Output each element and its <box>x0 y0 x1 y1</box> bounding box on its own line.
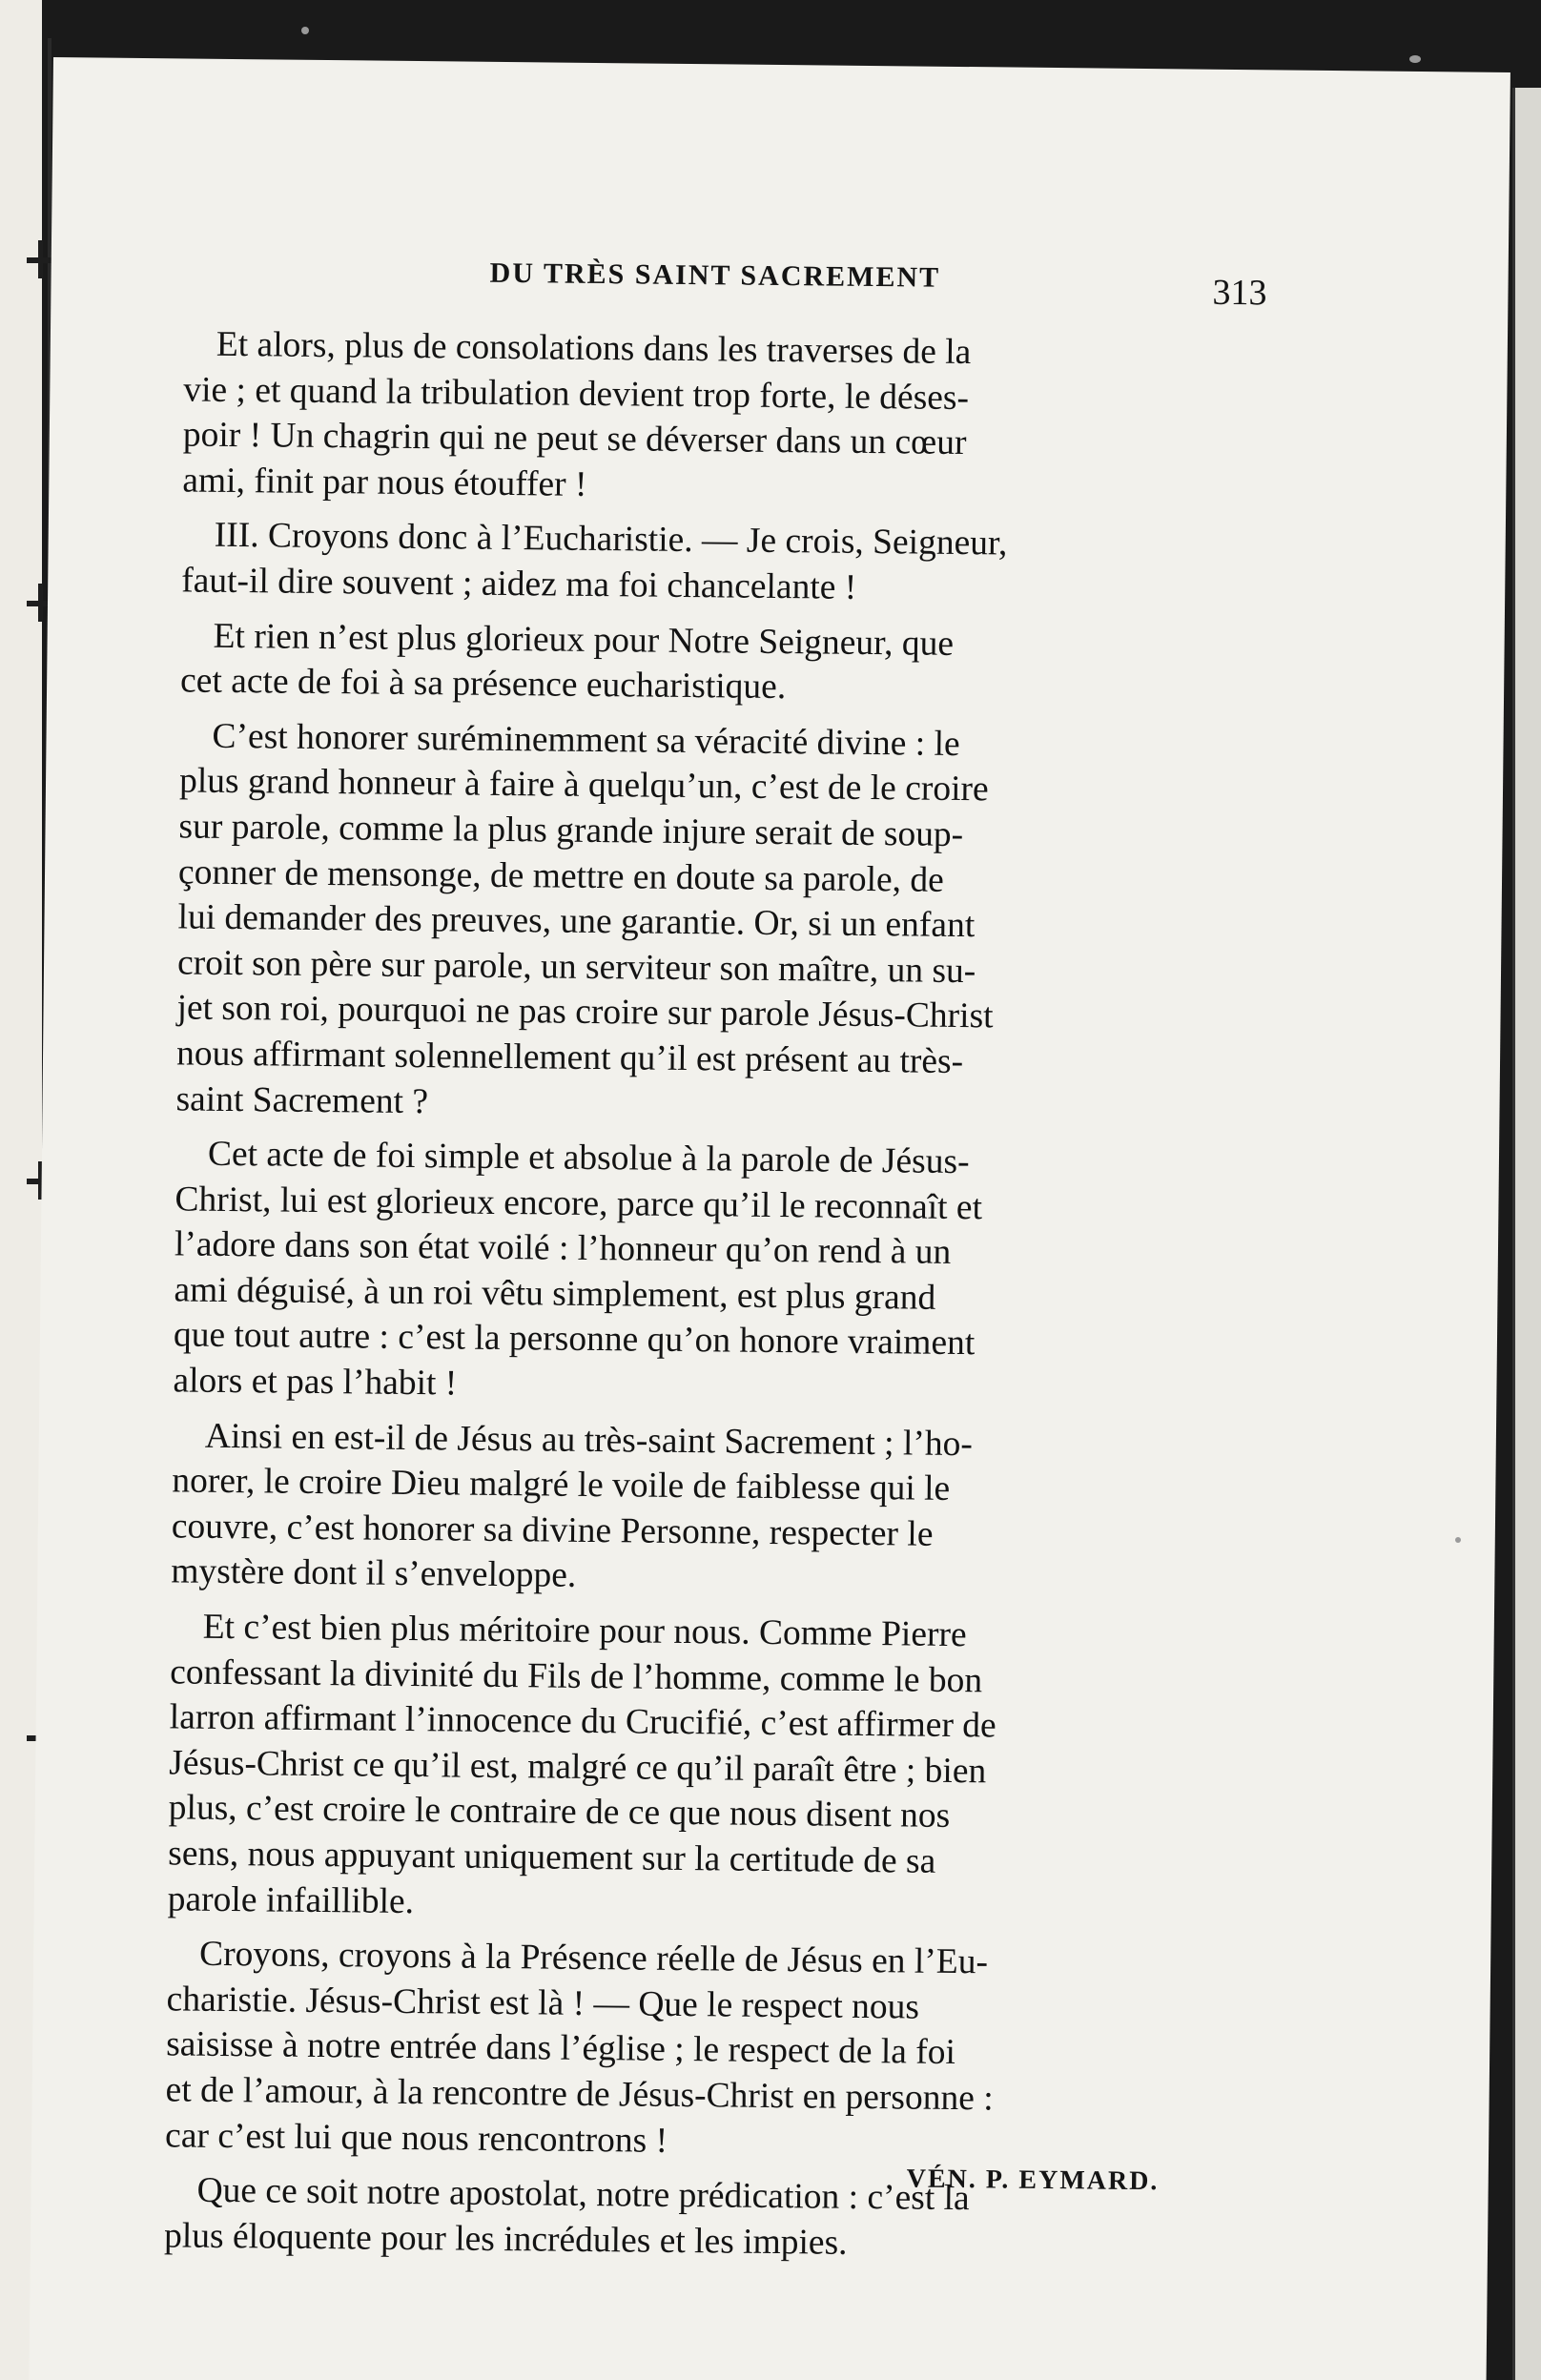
text-line: saisisse à notre entrée dans l’église ; le respect de la foi <box>165 2024 956 2073</box>
paragraph <box>173 1131 1329 1415</box>
text-line: et de l’amour, à la rencontre de Jésus-Christ en personne : <box>165 2070 994 2119</box>
text-line: confessant la divinité du Fils de l’homme, comme le bon <box>170 1652 983 1700</box>
body-text <box>164 321 1338 2270</box>
author-signature: VÉN. P. EYMARD. <box>906 2164 1160 2197</box>
text-line: ami déguisé, à un roi vêtu simplement, est plus grand <box>174 1270 936 1318</box>
text-line: C’est honorer suréminemment sa véracité divine : le <box>212 716 960 764</box>
dust-speck <box>301 27 309 34</box>
text-line: que tout autre : c’est la personne qu’on honore vraiment <box>173 1315 976 1364</box>
text-line: car c’est lui que nous rencontrons ! <box>164 2115 668 2161</box>
text-line: Que ce soit notre apostolat, notre prédication : c’est la <box>196 2170 970 2219</box>
text-line: Jésus-Christ ce qu’il est, malgré ce qu’il paraît être ; bien <box>169 1743 987 1792</box>
paragraph <box>175 713 1333 1134</box>
text-line: plus éloquente pour les incrédules et les impies. <box>163 2216 848 2263</box>
text-line: III. Croyons donc à l’Eucharistie. — Je crois, Seigneur, <box>214 516 1008 564</box>
text-line: sur parole, comme la plus grande injure serait de soup- <box>178 807 964 854</box>
page-number: 313 <box>1212 272 1267 314</box>
text-line: cet acte de foi à sa présence eucharistique. <box>179 661 787 708</box>
text-line: croit son père sur parole, un serviteur son maître, un su- <box>176 943 976 991</box>
text-line: parole infaillible. <box>167 1878 415 1921</box>
text-line: couvre, c’est honorer sa divine Personne, respecter le <box>171 1507 934 1554</box>
dust-speck <box>1455 1537 1461 1543</box>
text-line: Cet acte de foi simple et absolue à la parole de Jésus- <box>207 1134 970 1182</box>
text-line: saint Sacrement ? <box>175 1078 429 1121</box>
paragraph <box>182 321 1338 515</box>
text-line: lui demander des preuves, une garantie. Or, si un enfant <box>177 897 976 946</box>
text-line: alors et pas l’habit ! <box>173 1361 458 1404</box>
text-line: l’adore dans son état voilé : l’honneur qu’on rend à un <box>174 1224 952 1273</box>
paragraph <box>168 1604 1325 1934</box>
text-line: plus, c’est croire le contraire de ce que nous disent nos <box>168 1788 951 1836</box>
text-line: Et c’est bien plus méritoire pour nous. Comme Pierre <box>202 1607 967 1655</box>
text-line: larron affirmant l’innocence du Crucifié, c’est affirmer de <box>169 1697 997 1746</box>
text-line: nous affirmant solennellement qu’il est présent au très- <box>175 1034 964 1081</box>
text-line: ami, finit par nous étouffer ! <box>182 461 587 504</box>
paragraph <box>181 513 1336 616</box>
text-line: çonner de mensonge, de mettre en doute sa parole, de <box>177 851 945 900</box>
text-line: mystère dont il s’enveloppe. <box>171 1551 577 1596</box>
text-line: Croyons, croyons à la Présence réelle de Jésus en l’Eu- <box>198 1934 989 1982</box>
text-line: Et alors, plus de consolations dans les traverses de la <box>216 324 972 373</box>
text-line: jet son roi, pourquoi ne pas croire sur parole Jésus-Christ <box>176 988 994 1036</box>
paragraph <box>171 1413 1326 1607</box>
text-line: faut-il dire souvent ; aidez ma foi chancelante ! <box>181 561 857 607</box>
text-line: poir ! Un chagrin qui ne peut se déverser dans un cœur <box>182 415 967 463</box>
right-page-edge <box>1512 88 1541 2380</box>
paragraph <box>180 613 1335 716</box>
text-line: plus grand honneur à faire à quelqu’un, c’est de le croire <box>178 761 989 810</box>
running-title: DU TRÈS SAINT SACREMENT <box>489 256 941 294</box>
text-line: vie ; et quand la tribulation devient trop forte, le déses- <box>183 370 970 418</box>
paragraph <box>165 1932 1321 2171</box>
text-line: Christ, lui est glorieux encore, parce qu’il le reconnaît et <box>175 1180 983 1227</box>
book-page <box>29 57 1510 2380</box>
text-line: sens, nous appuyant uniquement sur la certitude de sa <box>168 1834 936 1881</box>
text-line: Et rien n’est plus glorieux pour Notre Seigneur, que <box>213 616 955 664</box>
text-line: Ainsi en est-il de Jésus au très-saint Sacrement ; l’ho- <box>204 1416 974 1464</box>
text-line: charistie. Jésus-Christ est là ! — Que le respect nous <box>166 1980 920 2027</box>
text-line: norer, le croire Dieu malgré le voile de faiblesse qui le <box>172 1461 951 1509</box>
dust-speck <box>1409 55 1421 63</box>
